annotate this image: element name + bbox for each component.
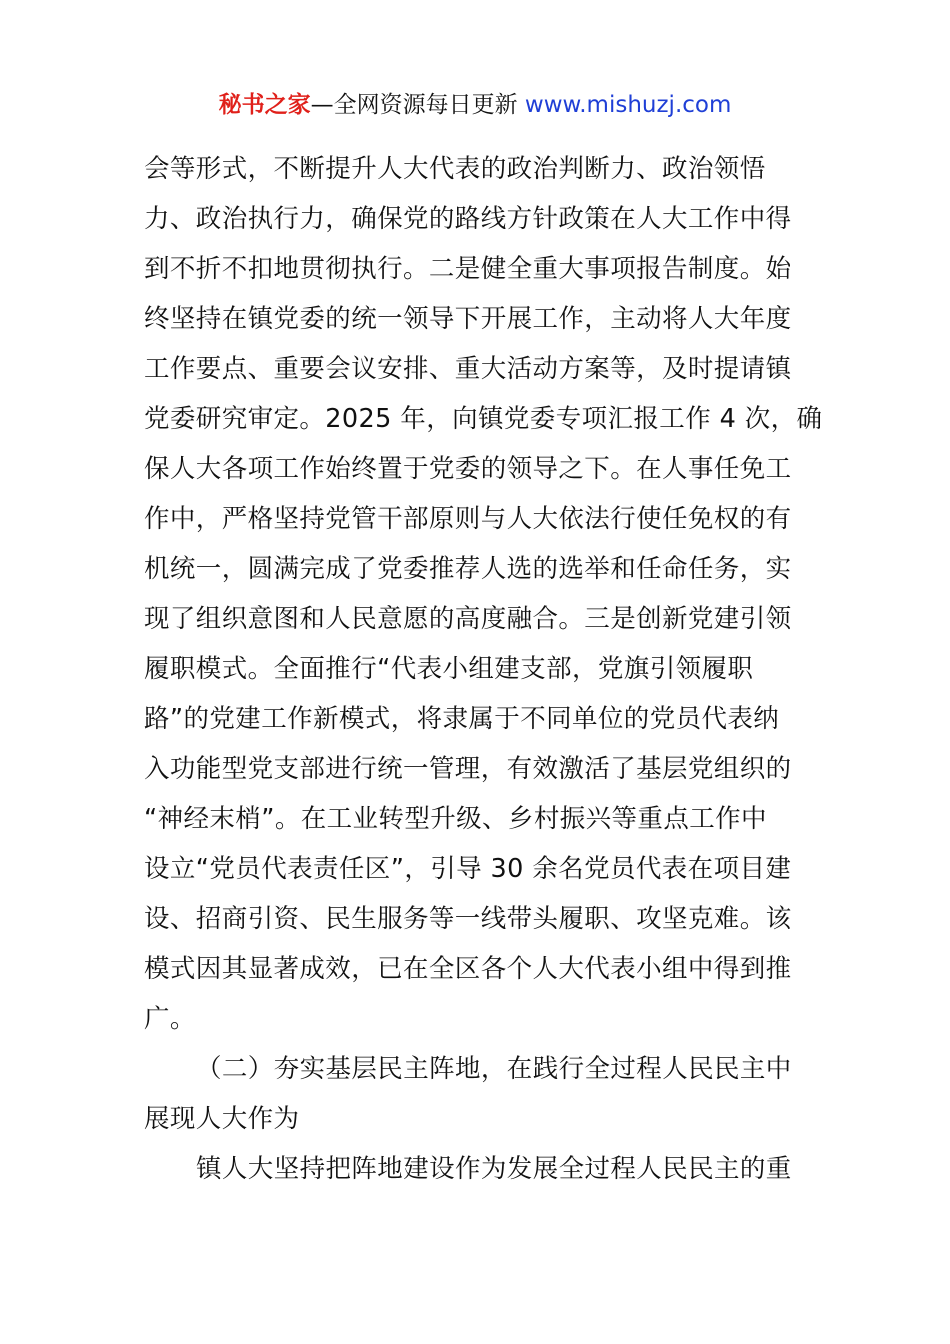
- text-line: 广。: [144, 1004, 196, 1034]
- text-line: 到不折不扣地贯彻执行。二是健全重大事项报告制度。始: [144, 254, 792, 284]
- section-heading-continued: 展现人大作为: [144, 1104, 300, 1134]
- text-line: 作中，严格坚持党管干部原则与人大依法行使任免权的有: [144, 504, 792, 534]
- text-line: 会等形式，不断提升人大代表的政治判断力、政治领悟: [144, 154, 766, 184]
- paragraph-start: 镇人大坚持把阵地建设作为发展全过程人民民主的重: [196, 1154, 792, 1184]
- text-line: 现了组织意图和人民意愿的高度融合。三是创新党建引领: [144, 604, 792, 634]
- text-line: 设、招商引资、民生服务等一线带头履职、攻坚克难。该: [144, 904, 792, 934]
- text-line: 入功能型党支部进行统一管理，有效激活了基层党组织的: [144, 754, 792, 784]
- text-line: 模式因其显著成效，已在全区各个人大代表小组中得到推: [144, 954, 792, 984]
- text-line: 党委研究审定。2025 年，向镇党委专项汇报工作 4 次，确: [144, 404, 823, 434]
- text-line: “神经末梢”。在工业转型升级、乡村振兴等重点工作中: [144, 804, 767, 834]
- brand-name: 秘书之家: [218, 92, 311, 118]
- text-line: 履职模式。全面推行“代表小组建支部，党旗引领履职: [144, 654, 754, 684]
- site-url-link[interactable]: www.mishuzj.com: [524, 92, 732, 118]
- document-body: [144, 144, 824, 1194]
- text-line: 保人大各项工作始终置于党委的领导之下。在人事任免工: [144, 454, 792, 484]
- text-line: 路”的党建工作新模式，将隶属于不同单位的党员代表纳: [144, 704, 780, 734]
- section-heading: （二）夯实基层民主阵地，在践行全过程人民民主中: [196, 1054, 792, 1084]
- text-line: 工作要点、重要会议安排、重大活动方案等，及时提请镇: [144, 354, 792, 384]
- text-line: 设立“党员代表责任区”，引导 30 余名党员代表在项目建: [144, 854, 792, 884]
- text-line: 力、政治执行力，确保党的路线方针政策在人大工作中得: [144, 204, 792, 234]
- header-tagline: —全网资源每日更新: [310, 92, 525, 118]
- site-header: [0, 88, 950, 122]
- text-line: 终坚持在镇党委的统一领导下开展工作，主动将人大年度: [144, 304, 792, 334]
- text-line: 机统一，圆满完成了党委推荐人选的选举和任命任务，实: [144, 554, 792, 584]
